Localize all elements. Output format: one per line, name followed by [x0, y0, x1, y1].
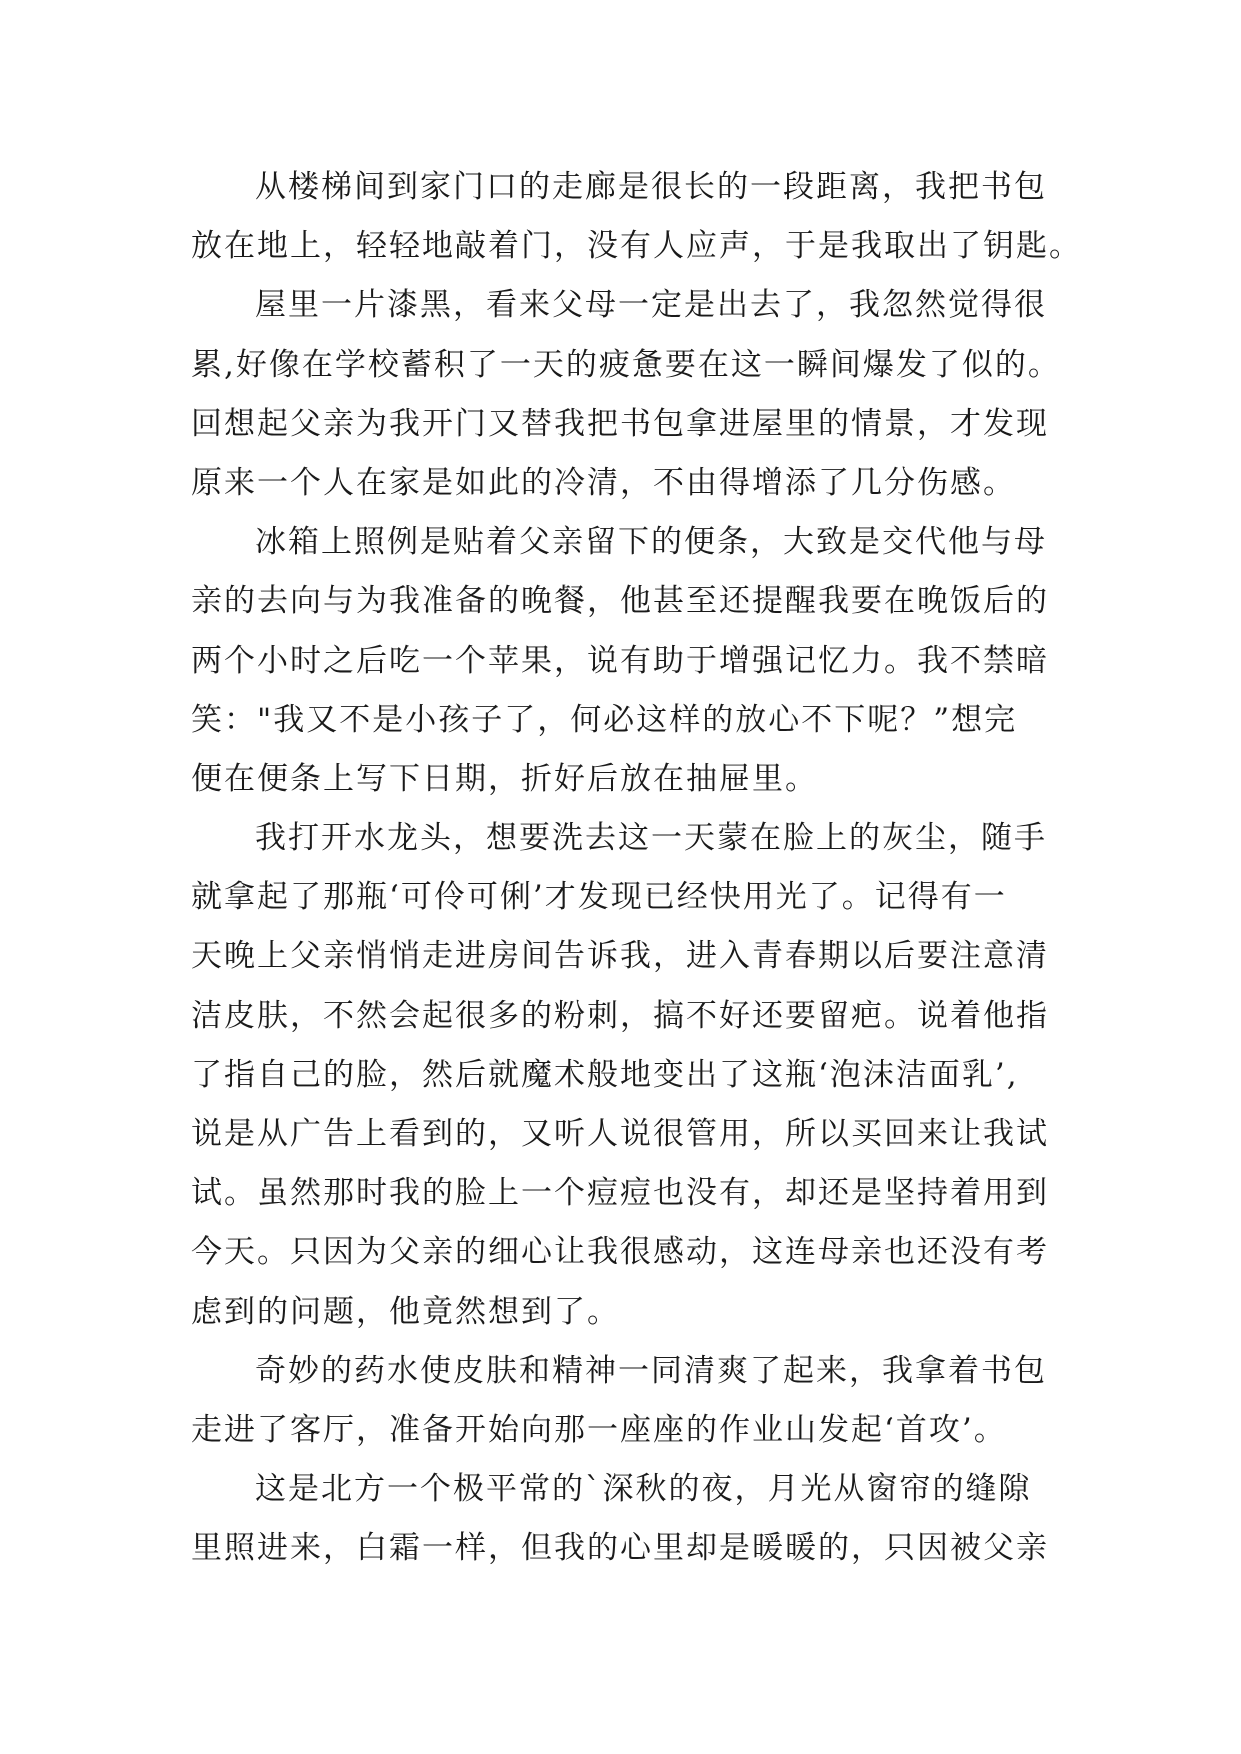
- text-line: 亲的去向与为我准备的晚餐，他甚至还提醒我要在晚饭后的: [191, 583, 1049, 620]
- text-line: 这是北方一个极平常的`深秋的夜，月光从窗帘的缝隙: [255, 1471, 1032, 1508]
- text-line: 天晚上父亲悄悄走进房间告诉我，进入青春期以后要注意清: [191, 938, 1049, 975]
- text-line: 今天。只因为父亲的细心让我很感动，这连母亲也还没有考: [191, 1234, 1049, 1271]
- text-line: 便在便条上写下日期，折好后放在抽屉里。: [191, 760, 818, 797]
- text-line: 放在地上，轻轻地敲着门，没有人应声，于是我取出了钥匙。: [191, 228, 1082, 265]
- text-line: 了指自己的脸，然后就魔术般地变出了这瓶‘泡沫洁面乳’,: [191, 1056, 1019, 1093]
- text-line: 冰箱上照例是贴着父亲留下的便条，大致是交代他与母: [255, 524, 1047, 561]
- text-line: 说是从广告上看到的，又听人说很管用，所以买回来让我试: [191, 1116, 1049, 1152]
- text-line: 就拿起了那瓶‘可伶可俐’才发现已经快用光了。记得有一: [191, 879, 1007, 916]
- essay-text: [191, 158, 1082, 1579]
- text-line: 屋里一片漆黑，看来父母一定是出去了，我忽然觉得很: [255, 287, 1047, 324]
- text-line: 里照进来，白霜一样，但我的心里却是暖暖的，只因被父亲: [191, 1530, 1049, 1567]
- text-line: 回想起父亲为我开门又替我把书包拿进屋里的情景，才发现: [191, 405, 1049, 442]
- text-line: 累,好像在学校蓄积了一天的疲惫要在这一瞬间爆发了似的。: [191, 346, 1061, 383]
- text-line: 虑到的问题，他竟然想到了。: [191, 1293, 620, 1330]
- text-line: 我打开水龙头，想要洗去这一天蒙在脸上的灰尘，随手: [255, 820, 1047, 857]
- text-line: 试。虽然那时我的脸上一个痘痘也没有，却还是坚持着用到: [191, 1175, 1049, 1212]
- text-line: 笑："我又不是小孩子了，何必这样的放心不下呢？”想完: [191, 701, 1018, 738]
- text-line: 两个小时之后吃一个苹果，说有助于增强记忆力。我不禁暗: [191, 642, 1049, 679]
- text-line: 洁皮肤，不然会起很多的粉刺，搞不好还要留疤。说着他指: [191, 997, 1049, 1034]
- text-line: 奇妙的药水使皮肤和精神一同清爽了起来，我拿着书包: [255, 1352, 1047, 1389]
- text-line: 原来一个人在家是如此的冷清，不由得增添了几分伤感。: [191, 464, 1016, 501]
- text-line: 走进了客厅，准备开始向那一座座的作业山发起‘首攻’。: [191, 1411, 1007, 1448]
- text-line: 从楼梯间到家门口的走廊是很长的一段距离，我把书包: [255, 169, 1047, 205]
